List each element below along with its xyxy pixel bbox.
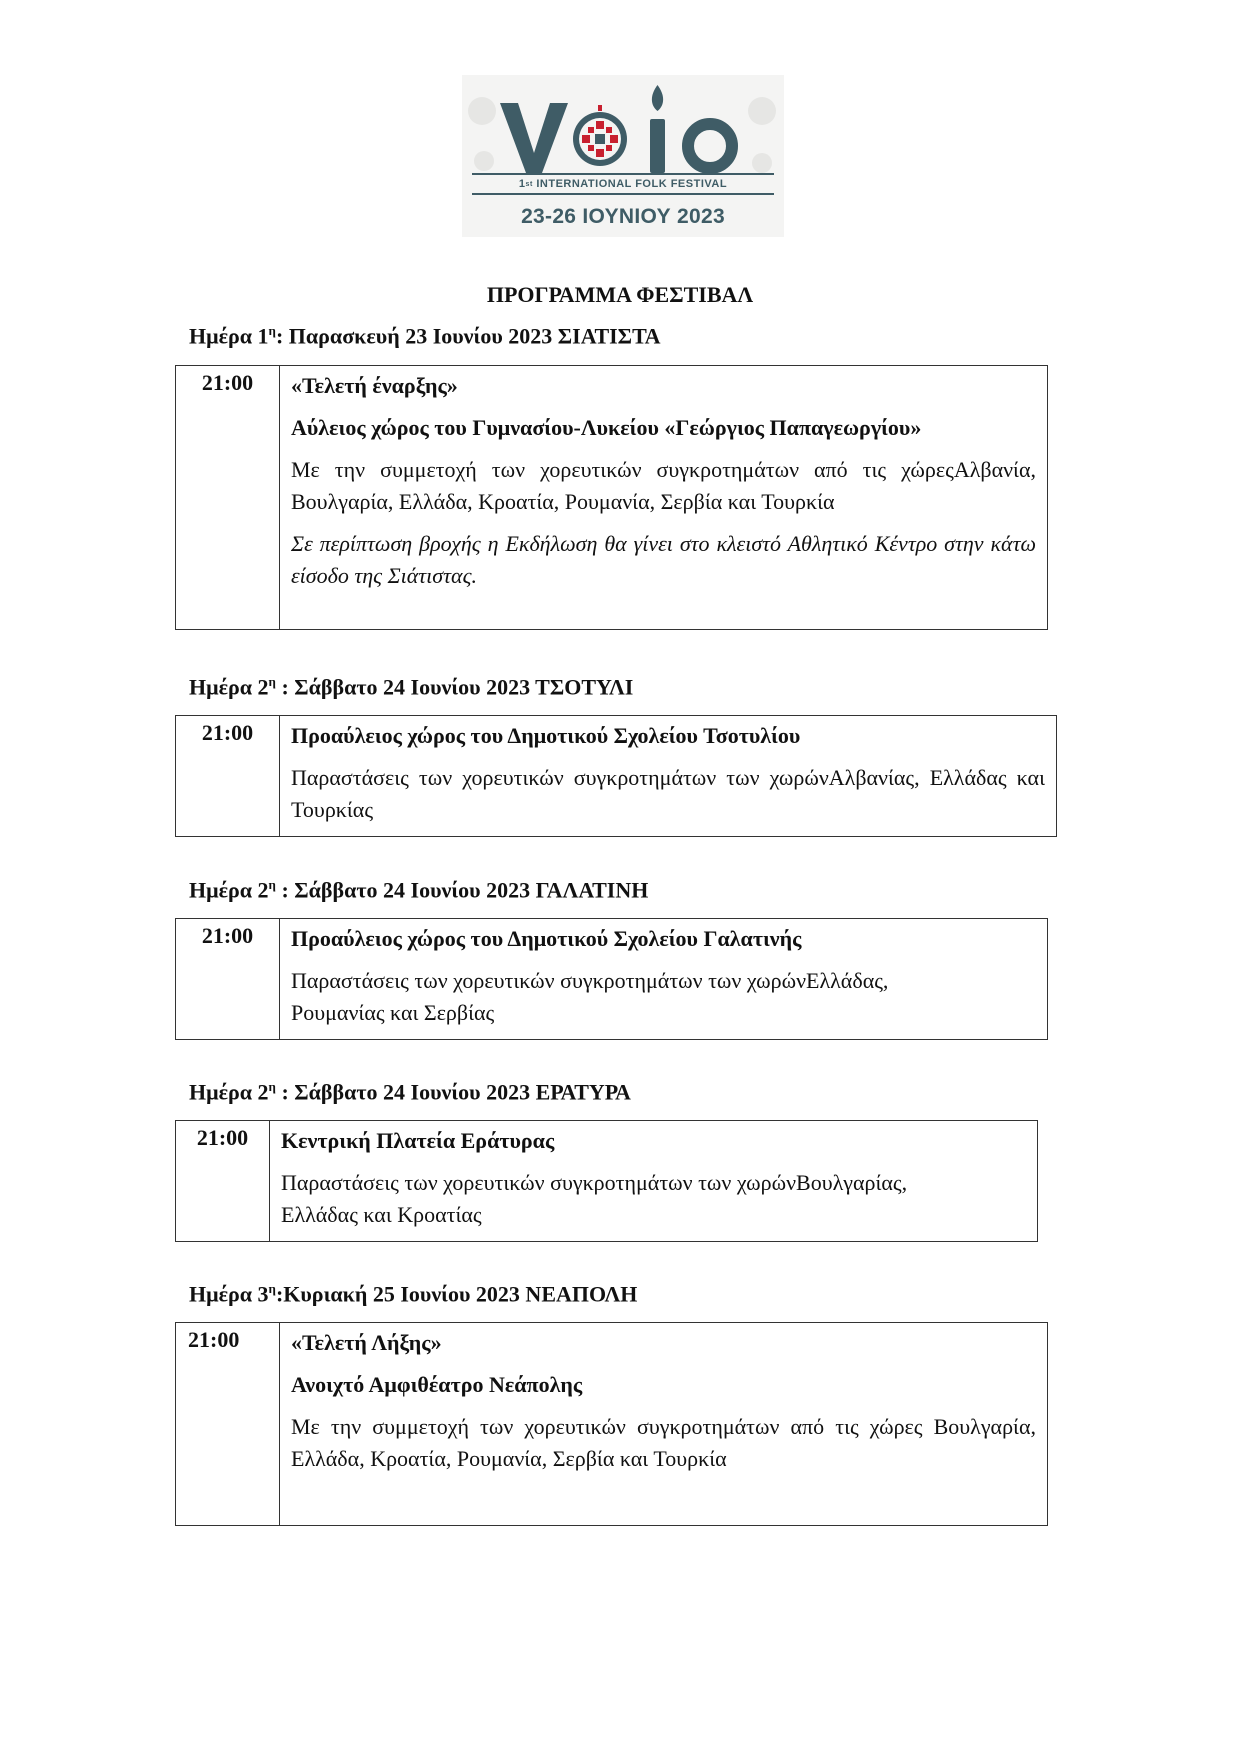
- description: Με την συμμετοχή των χορευτικών συγκροτημάτων από τις χώρες Βουλγαρία, Ελλάδα, Κροατία, Ρουμανία, Σερβία και Τουρκία: [291, 1414, 1036, 1471]
- heading-ordinal: η: [268, 877, 276, 892]
- heading-ordinal: η: [268, 323, 276, 338]
- content-cell: [280, 366, 1048, 630]
- day-2-tsotyli-heading: [189, 674, 633, 700]
- content-cell: [280, 919, 1048, 1040]
- heading-rest: : Σάββατο 24 Ιουνίου 2023 ΕΡΑΤΥΡΑ: [275, 1079, 631, 1105]
- day-1-heading: [189, 323, 661, 349]
- logo-dates: 23-26 ΙΟΥΝΙΟΥ 2023: [521, 205, 725, 228]
- description: Με την συμμετοχή των χορευτικών συγκροτημάτων από τις χώρεςΑλβανία, Βουλγαρία, Ελλάδα, Κροατία, Ρουμανία, Σερβία και Τουρκία: [291, 457, 1036, 514]
- voio-wordmark: [462, 81, 784, 181]
- banner-ordinal-suffix: st: [525, 180, 533, 188]
- heading-prefix: Ημέρα 2: [189, 1079, 269, 1105]
- time-cell: 21:00: [176, 1323, 280, 1526]
- description-line-1: Παραστάσεις των χορευτικών συγκροτημάτων των χωρώνΕλλάδας,: [291, 968, 889, 993]
- heading-ordinal: η: [268, 674, 276, 689]
- content-cell: [280, 716, 1057, 837]
- time-cell: 21:00: [176, 1121, 270, 1242]
- festival-logo: [462, 75, 784, 237]
- day-2-tsotyli-schedule-table: [175, 715, 1057, 837]
- event-title: «Τελετή έναρξης»: [291, 373, 458, 398]
- content-cell: [270, 1121, 1038, 1242]
- venue: Αύλειος χώρος του Γυμνασίου-Λυκείου «Γεώργιος Παπαγεωργίου»: [291, 415, 922, 440]
- event-title: «Τελετή Λήξης»: [291, 1330, 442, 1355]
- heading-rest: : Σάββατο 24 Ιουνίου 2023 ΓΑΛΑΤΙΝΗ: [275, 877, 649, 903]
- description-line-2: Ρουμανίας και Σερβίας: [291, 1000, 495, 1025]
- table-row: [176, 716, 1057, 837]
- time-cell: 21:00: [176, 716, 280, 837]
- venue: Ανοιχτό Αμφιθέατρο Νεάπολης: [291, 1372, 583, 1397]
- day-2-galatini-schedule-table: [175, 918, 1048, 1040]
- content-cell: [280, 1323, 1048, 1526]
- heading-rest: : Σάββατο 24 Ιουνίου 2023 ΤΣΟΤΥΛΙ: [275, 674, 634, 700]
- table-row: [176, 919, 1048, 1040]
- heading-prefix: Ημέρα 1: [189, 323, 269, 349]
- time-cell: 21:00: [176, 366, 280, 630]
- day-2-eratyra-heading: [189, 1079, 631, 1105]
- heading-rest: :Κυριακή 25 Ιουνίου 2023 ΝΕΑΠΟΛΗ: [275, 1281, 638, 1307]
- table-row: [176, 1121, 1038, 1242]
- day-3-neapoli-schedule-table: [175, 1322, 1048, 1526]
- heading-ordinal: η: [268, 1079, 276, 1094]
- table-row: [176, 366, 1048, 630]
- venue: Κεντρική Πλατεία Εράτυρας: [281, 1128, 555, 1153]
- time-cell: 21:00: [176, 919, 280, 1040]
- document-title: ΠΡΟΓΡΑΜΜΑ ΦΕΣΤΙΒΑΛ: [486, 282, 754, 307]
- banner-ordinal: 1: [518, 178, 526, 190]
- day-1-schedule-table: [175, 365, 1048, 630]
- day-2-galatini-heading: [189, 877, 648, 903]
- heading-ordinal: η: [268, 1281, 276, 1296]
- heading-prefix: Ημέρα 3: [189, 1281, 269, 1307]
- table-row: [176, 1323, 1048, 1526]
- day-3-neapoli-heading: [189, 1281, 637, 1307]
- description: Παραστάσεις των χορευτικών συγκροτημάτων των χωρώνΑλβανίας, Ελλάδας και Τουρκίας: [291, 765, 1045, 822]
- rain-note: Σε περίπτωση βροχής η Εκδήλωση θα γίνει στο κλειστό Αθλητικό Κέντρο στην κάτω είσοδο της Σιάτιστας.: [291, 531, 1036, 588]
- description-line-1: Παραστάσεις των χορευτικών συγκροτημάτων των χωρώνΒουλγαρίας,: [281, 1170, 908, 1195]
- day-2-eratyra-schedule-table: [175, 1120, 1038, 1242]
- heading-rest: : Παρασκευή 23 Ιουνίου 2023 ΣΙΑΤΙΣΤΑ: [275, 323, 661, 349]
- description-line-2: Ελλάδας και Κροατίας: [281, 1202, 482, 1227]
- heading-prefix: Ημέρα 2: [189, 674, 269, 700]
- banner-text: INTERNATIONAL FOLK FESTIVAL: [536, 178, 728, 190]
- heading-prefix: Ημέρα 2: [189, 877, 269, 903]
- venue: Προαύλειος χώρος του Δημοτικού Σχολείου Γαλατινής: [291, 926, 802, 951]
- logo-banner: [472, 173, 774, 195]
- venue: Προαύλειος χώρος του Δημοτικού Σχολείου Τσοτυλίου: [291, 723, 801, 748]
